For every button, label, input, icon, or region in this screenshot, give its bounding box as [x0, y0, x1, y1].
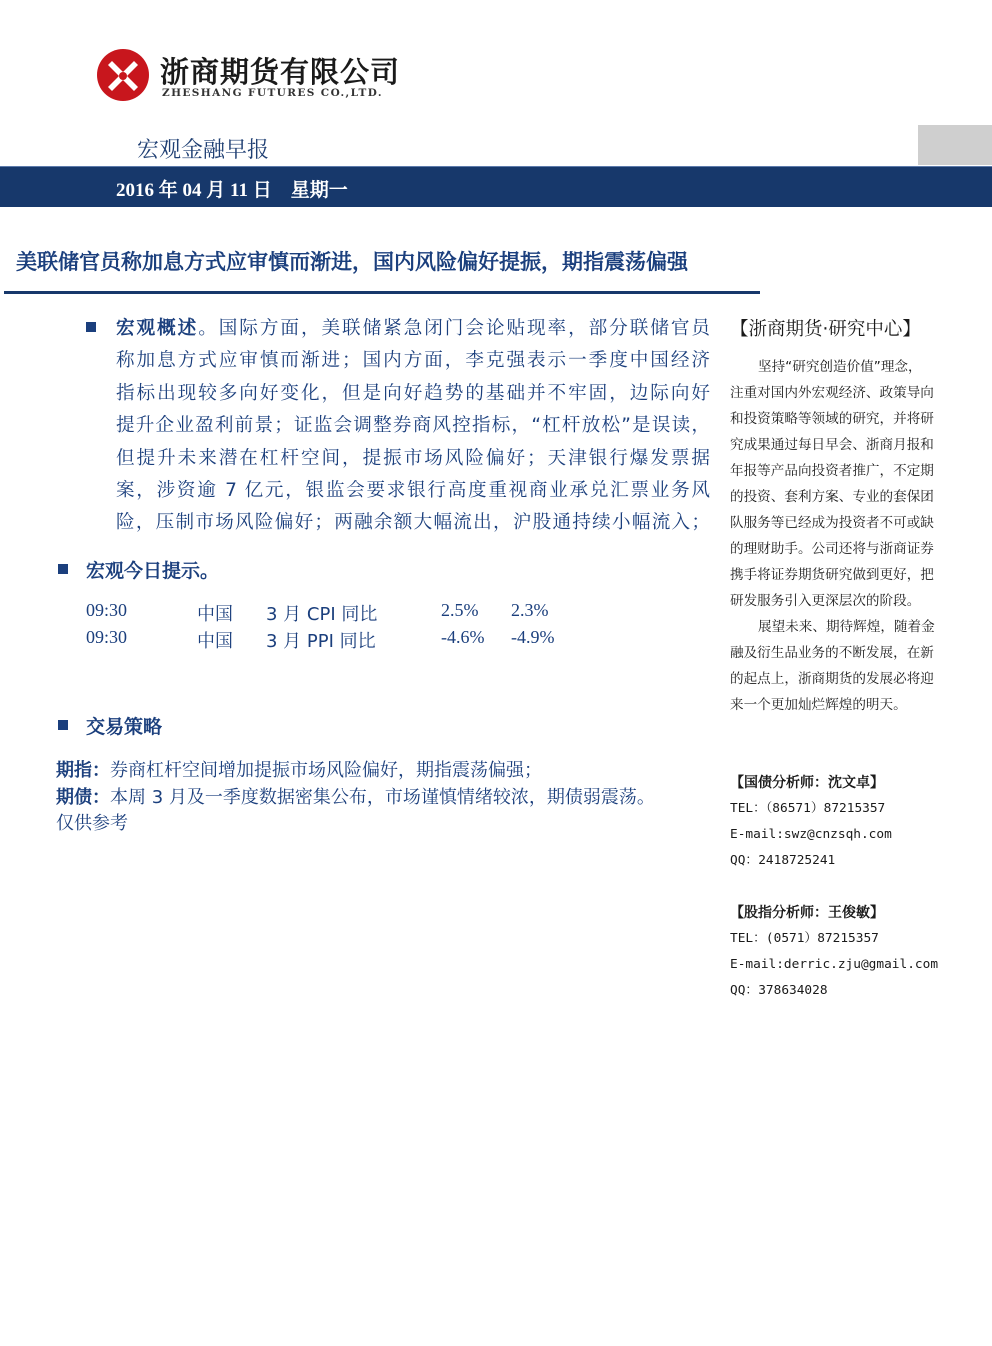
calendar-value-forecast: -4.9% [511, 627, 555, 647]
calendar-country: 中国 [197, 631, 233, 652]
overview-title: 宏观概述 [116, 318, 199, 339]
overview-line: 险，压制市场风险偏好；两融余额大幅流出，沪股通持续小幅流入； [116, 512, 710, 534]
overview-line: 称加息方式应审慎而渐进；国内方面，李克强表示一季度中国经济 [116, 350, 710, 372]
sidebar-title: 【浙商期货·研究中心】 [730, 319, 921, 340]
strategy-title: 交易策略 [86, 716, 163, 738]
analyst-card-bond [730, 770, 892, 874]
analyst-tel: TEL：(0571）87215357 [730, 931, 879, 946]
analyst-qq: QQ：378634028 [730, 983, 828, 998]
bullet-square-icon [86, 322, 96, 332]
analyst-tel: TEL：（86571）87215357 [730, 801, 886, 816]
analyst-card-index [730, 900, 938, 1004]
company-name-cn: 浙商期货有限公司 [160, 55, 401, 89]
strategy-bond: 期债：本周 3 月及一季度数据密集公布，市场谨慎情绪较浓，期债弱震荡。 [56, 786, 655, 808]
overview-line: 宏观概述。国际方面，美联储紧急闭门会论贴现率，部分联储官员 [116, 318, 710, 339]
calendar-item: 3 月 PPI 同比 [266, 631, 376, 652]
sidebar-intro: 坚持“研究创造价值”理念， 注重对国内外宏观经济、政策导向 和投资策略等领域的研究，并将研 究成果通过每日早会、浙商月报和 年报等产品向投资者推广，不定期 的投资、套利方案、专业的套保团 队服务等已经成为投资者不可或缺 的理财助手。公司还将与浙商证券 携手将证券期货研究做到更好，把 研发服务引入更深层次的阶段。 展望未来、期待辉煌，随着金 融及衍生品业务的不断发展，在新 的起点上，浙商期货的发展必将迎 来一个更加灿烂辉煌的明天。 [730, 359, 935, 713]
strategy-index: 期指：券商杠杆空间增加提振市场风险偏好，期指震荡偏强； [56, 760, 542, 781]
calendar-time: 09:30 [86, 600, 128, 620]
report-date: 2016 年 04 月 11 日 星期一 [116, 180, 348, 201]
bullet-square-icon [58, 720, 68, 730]
today-title: 宏观今日提示。 [86, 560, 220, 582]
corner-decoration [918, 125, 992, 165]
calendar-time: 09:30 [86, 627, 128, 647]
overview-line: 提升企业盈利前景；证监会调整券商风控指标，“杠杆放松”是误读， [116, 415, 710, 437]
analyst-title: 【国债分析师：沈文卓】 [730, 775, 884, 791]
headline: 美联储官员称加息方式应审慎而渐进，国内风险偏好提振，期指震荡偏强 [16, 250, 688, 274]
report-type: 宏观金融早报 [137, 138, 270, 163]
overview-line: 案，涉资逾 7 亿元，银监会要求银行高度重视商业承兑汇票业务风 [116, 480, 710, 502]
strategy-block [56, 758, 655, 838]
overview-line: 指标出现较多向好变化，但是向好趋势的基础并不牢固，边际向好 [116, 382, 710, 404]
company-name-en: ZHESHANG FUTURES CO.,LTD. [162, 87, 383, 99]
calendar-value-previous: 2.5% [441, 600, 479, 620]
bullet-square-icon [58, 564, 68, 574]
analyst-title: 【股指分析师：王俊敏】 [730, 905, 884, 921]
calendar-country: 中国 [197, 604, 233, 625]
overview-paragraph [116, 313, 710, 540]
calendar-item: 3 月 CPI 同比 [266, 604, 378, 625]
analyst-qq: QQ：2418725241 [730, 853, 836, 868]
company-logo-icon [96, 48, 150, 102]
calendar-value-previous: -4.6% [441, 627, 485, 647]
analyst-email[interactable]: E-mail:swz@cnzsqh.com [730, 827, 892, 842]
analyst-email[interactable]: E-mail:derric.zju@gmail.com [730, 957, 939, 972]
headline-divider [4, 291, 760, 294]
overview-line: 但提升未来潜在杠杆空间，提振市场风险偏好；天津银行爆发票据 [116, 447, 710, 469]
calendar-value-forecast: 2.3% [511, 600, 549, 620]
disclaimer: 仅供参考 [56, 813, 128, 834]
